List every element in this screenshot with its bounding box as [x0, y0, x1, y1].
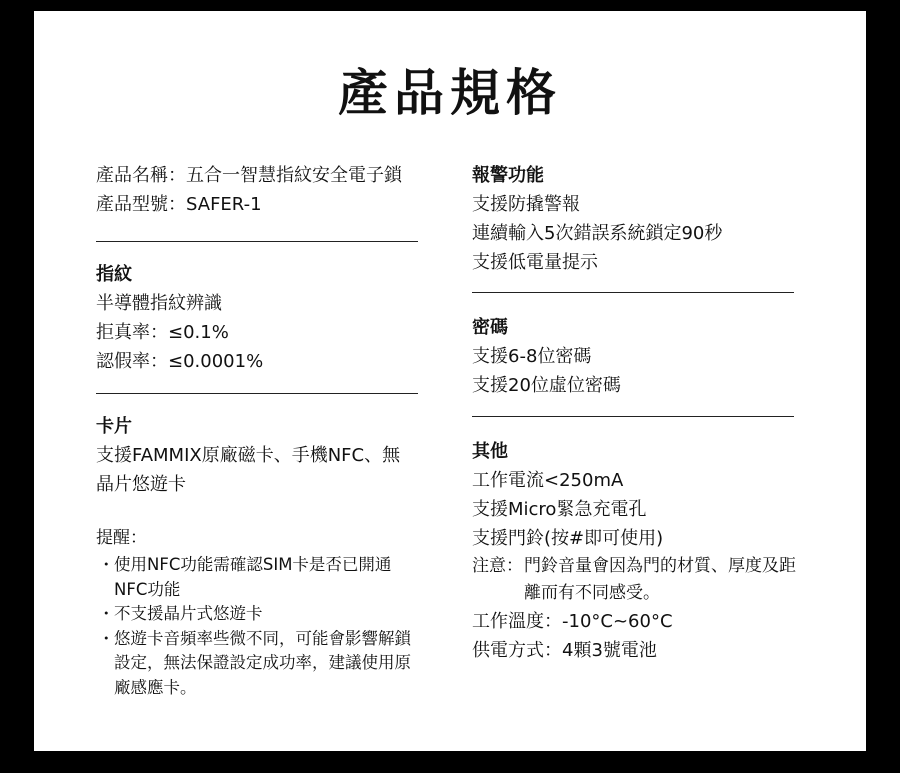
password-line: 支援6-8位密碼 [472, 346, 592, 367]
divider [96, 241, 418, 242]
other-line: 支援Micro緊急充電孔 [472, 499, 647, 520]
bullet-mark: ・ [98, 555, 115, 574]
working-temperature: 工作溫度：-10°C~60°C [472, 611, 673, 632]
fingerprint-line: 半導體指紋辨識 [96, 293, 222, 314]
bullet-mark: ・ [98, 604, 115, 623]
bullet-text: 設定，無法保證設定成功率，建議使用原 [114, 653, 411, 672]
password-section [472, 313, 812, 400]
product-name: 產品名稱：五合一智慧指紋安全電子鎖 [96, 165, 402, 186]
bullet-text: 使用NFC功能需確認SIM卡是否已開通 [114, 555, 392, 574]
fingerprint-heading: 指紋 [96, 264, 132, 285]
alarm-heading: 報警功能 [472, 165, 544, 186]
bullet-text: 悠遊卡音頻率些微不同，可能會影響解鎖 [114, 628, 411, 648]
alarm-line: 連續輸入5次錯誤系統鎖定90秒 [472, 223, 723, 244]
fingerprint-line: 拒真率：≤0.1% [96, 322, 229, 343]
password-line: 支援20位虛位密碼 [472, 375, 621, 396]
reminder-bullet [96, 553, 426, 602]
password-heading: 密碼 [472, 317, 508, 338]
bullet-mark: ・ [98, 628, 115, 648]
divider [472, 292, 794, 293]
note-text: 離而有不同感受。 [524, 583, 660, 603]
card-heading: 卡片 [96, 416, 132, 437]
bullet-text: NFC功能 [114, 579, 181, 599]
other-section [472, 437, 812, 665]
product-model: 產品型號：SAFER-1 [96, 194, 262, 215]
alarm-section [472, 161, 812, 277]
fingerprint-line: 認假率：≤0.0001% [96, 351, 264, 372]
note-block [472, 553, 812, 607]
page-title: 產品規格 [338, 64, 562, 122]
alarm-line: 支援低電量提示 [472, 252, 598, 273]
bullet-text: 廠感應卡。 [114, 677, 197, 697]
basic-info-section [96, 161, 426, 219]
reminder-bullet [96, 627, 426, 701]
other-heading: 其他 [472, 441, 508, 462]
power-supply: 供電方式：4顆3號電池 [472, 640, 657, 661]
fingerprint-section [96, 260, 426, 376]
bullet-text: 不支援晶片式悠遊卡 [114, 604, 263, 623]
note-label: 注意： [472, 556, 523, 576]
other-line: 工作電流<250mA [472, 470, 624, 491]
card-line: 支援FAMMIX原廠磁卡、手機NFC、無 [96, 445, 401, 466]
card-line: 晶片悠遊卡 [96, 474, 186, 495]
reminder-bullet [96, 602, 426, 627]
alarm-line: 支援防撬警報 [472, 194, 580, 215]
divider [96, 393, 418, 394]
note-text: 門鈴音量會因為門的材質、厚度及距 [524, 556, 796, 576]
divider [472, 416, 794, 417]
other-line: 支援門鈴(按#即可使用) [472, 528, 664, 549]
spec-sheet [34, 11, 866, 751]
card-section [96, 412, 426, 700]
reminder-label: 提醒： [96, 528, 147, 548]
